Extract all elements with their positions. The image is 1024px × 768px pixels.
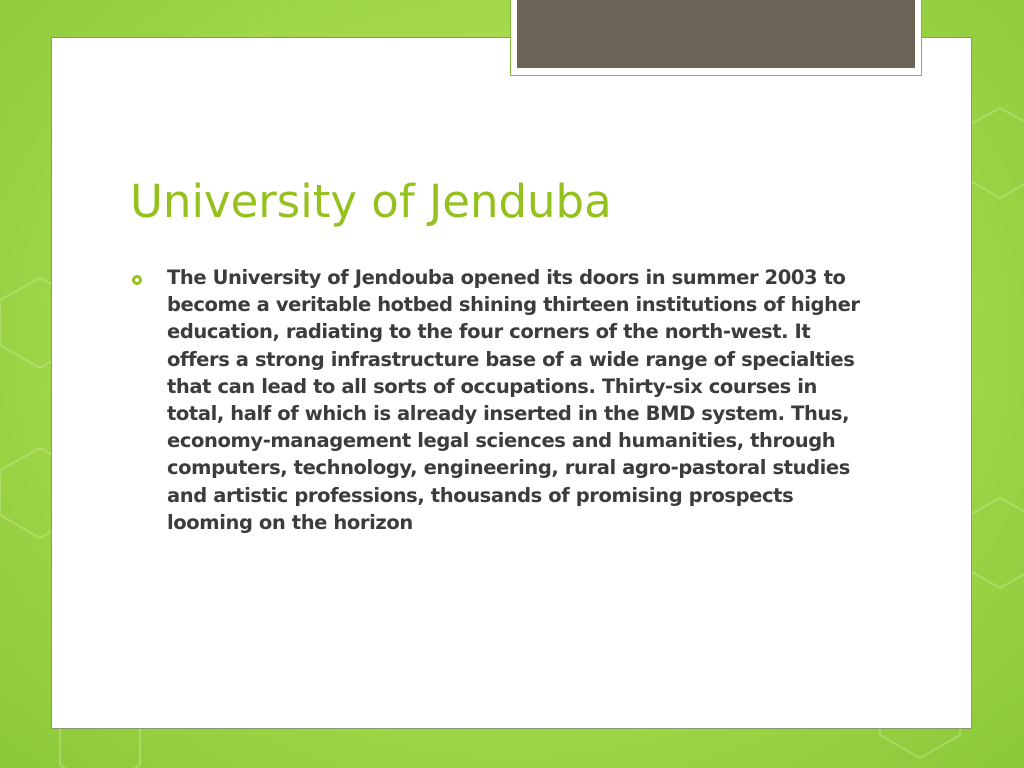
slide-title: University of Jenduba [130,175,612,228]
decorative-tab-block [517,0,915,68]
bullet-text: The University of Jendouba opened its doors in summer 2003 to become a veritable hotbed shining thirteen institutions of higher education, radiating to the four corners of the north-west. It offers a strong infrastructure base of a wide range of specialties that can lead to all sorts of occupations. Thirty-six courses in total, half of which is already inserted in the BMD system. Thus, economy-management legal sciences and humanities, through computers, technology, engineering, rural agro-pastoral studies and artistic professions, thousands of promising prospects looming on the horizon [167,266,860,534]
ring-bullet-icon [132,275,142,285]
